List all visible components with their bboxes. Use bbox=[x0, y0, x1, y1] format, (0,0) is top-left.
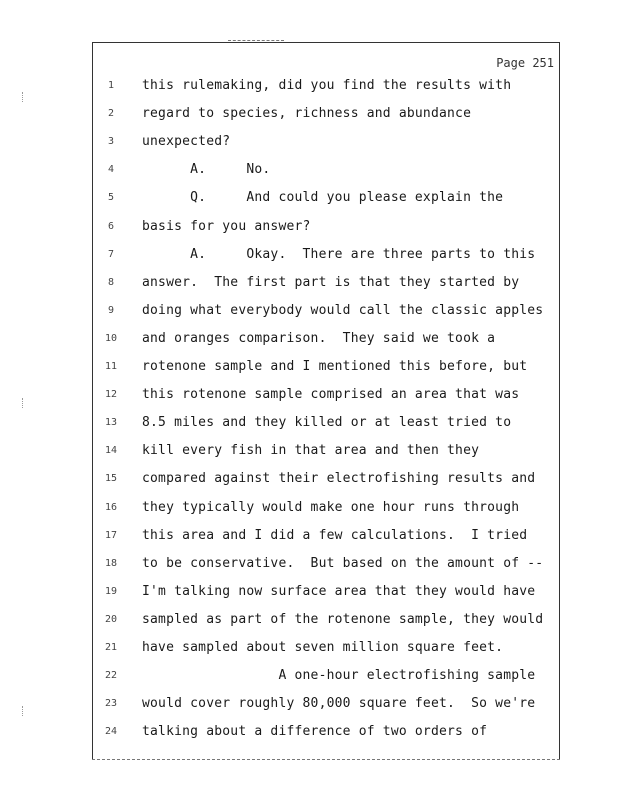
line-text: to be conservative. But based on the amount of -- bbox=[142, 555, 544, 571]
line-number: 10 bbox=[104, 332, 118, 344]
line-text: I'm talking now surface area that they would have bbox=[142, 583, 536, 599]
line-number: 12 bbox=[104, 389, 118, 401]
line-number: 23 bbox=[104, 698, 118, 710]
line-text: rotenone sample and I mentioned this before, but bbox=[142, 359, 528, 374]
line-text: unexpected? bbox=[142, 134, 231, 150]
line-text: A. Okay. There are three parts to this bbox=[142, 246, 536, 262]
line-number: 8 bbox=[107, 276, 115, 288]
line-number: 2 bbox=[107, 108, 115, 120]
transcript-line bbox=[92, 104, 560, 124]
transcript-line bbox=[92, 273, 560, 293]
line-text: would cover roughly 80,000 square feet. So we're bbox=[142, 696, 536, 712]
line-text: this rulemaking, did you find the results with bbox=[142, 78, 512, 93]
line-text: 8.5 miles and they killed or at least tried to bbox=[142, 415, 512, 431]
transcript-line bbox=[92, 722, 560, 742]
line-number: 14 bbox=[104, 445, 118, 457]
transcript-line bbox=[92, 245, 560, 265]
transcript-line bbox=[92, 526, 560, 546]
line-number: 11 bbox=[104, 361, 118, 372]
line-number: 15 bbox=[104, 473, 118, 485]
transcript-line bbox=[92, 610, 560, 630]
transcript-line bbox=[92, 160, 560, 180]
line-number: 9 bbox=[107, 304, 115, 316]
line-text: have sampled about seven million square feet. bbox=[142, 640, 504, 655]
line-text: regard to species, richness and abundance bbox=[142, 106, 472, 122]
line-text: A one-hour electrofishing sample bbox=[142, 668, 536, 684]
transcript-line bbox=[92, 217, 560, 237]
transcript-line bbox=[92, 76, 560, 96]
line-number: 22 bbox=[104, 670, 118, 682]
line-number: 6 bbox=[107, 220, 115, 232]
line-number: 19 bbox=[104, 585, 118, 597]
line-text: doing what everybody would call the classic apples bbox=[142, 302, 544, 318]
line-text: and oranges comparison. They said we took a bbox=[142, 330, 496, 346]
line-text: this area and I did a few calculations. I tried bbox=[142, 527, 528, 543]
line-number: 5 bbox=[107, 192, 115, 204]
line-number: 20 bbox=[104, 613, 118, 625]
line-number: 4 bbox=[107, 164, 115, 176]
transcript-line bbox=[92, 582, 560, 602]
line-text: Q. And could you please explain the bbox=[142, 190, 504, 206]
page-number: Page 251 bbox=[496, 56, 554, 70]
transcript-line bbox=[92, 554, 560, 574]
transcript-line bbox=[92, 329, 560, 349]
line-number: 13 bbox=[104, 417, 118, 429]
transcript-line bbox=[92, 666, 560, 686]
top-scan-mark bbox=[228, 40, 284, 41]
line-text: talking about a difference of two orders of bbox=[142, 724, 488, 740]
line-number: 3 bbox=[107, 136, 115, 148]
transcript-line bbox=[92, 385, 560, 405]
scan-speck bbox=[22, 398, 25, 408]
line-text: compared against their electrofishing results and bbox=[142, 471, 536, 487]
line-number: 17 bbox=[104, 529, 118, 541]
line-text: basis for you answer? bbox=[142, 218, 311, 234]
line-text: A. No. bbox=[142, 162, 271, 178]
line-text: sampled as part of the rotenone sample, they would bbox=[142, 611, 544, 627]
line-text: they typically would make one hour runs through bbox=[142, 499, 520, 515]
line-text: answer. The first part is that they started by bbox=[142, 274, 520, 290]
page-bottom-edge bbox=[92, 759, 560, 760]
line-number: 7 bbox=[107, 248, 115, 260]
line-text: this rotenone sample comprised an area that was bbox=[142, 387, 520, 403]
transcript-line bbox=[92, 441, 560, 461]
scan-speck bbox=[22, 92, 25, 102]
transcript-line bbox=[92, 301, 560, 321]
line-number: 16 bbox=[104, 501, 118, 513]
transcript-line bbox=[92, 357, 560, 377]
line-number: 24 bbox=[104, 726, 118, 738]
line-number: 1 bbox=[107, 80, 115, 91]
transcript-line bbox=[92, 638, 560, 658]
transcript-line bbox=[92, 188, 560, 208]
transcript-line bbox=[92, 132, 560, 152]
transcript-line bbox=[92, 694, 560, 714]
transcript-line bbox=[92, 413, 560, 433]
transcript-line bbox=[92, 469, 560, 489]
line-text: kill every fish in that area and then they bbox=[142, 443, 480, 459]
line-number: 21 bbox=[104, 642, 118, 653]
transcript-line bbox=[92, 498, 560, 518]
line-number: 18 bbox=[104, 557, 118, 569]
scan-speck bbox=[22, 706, 25, 716]
